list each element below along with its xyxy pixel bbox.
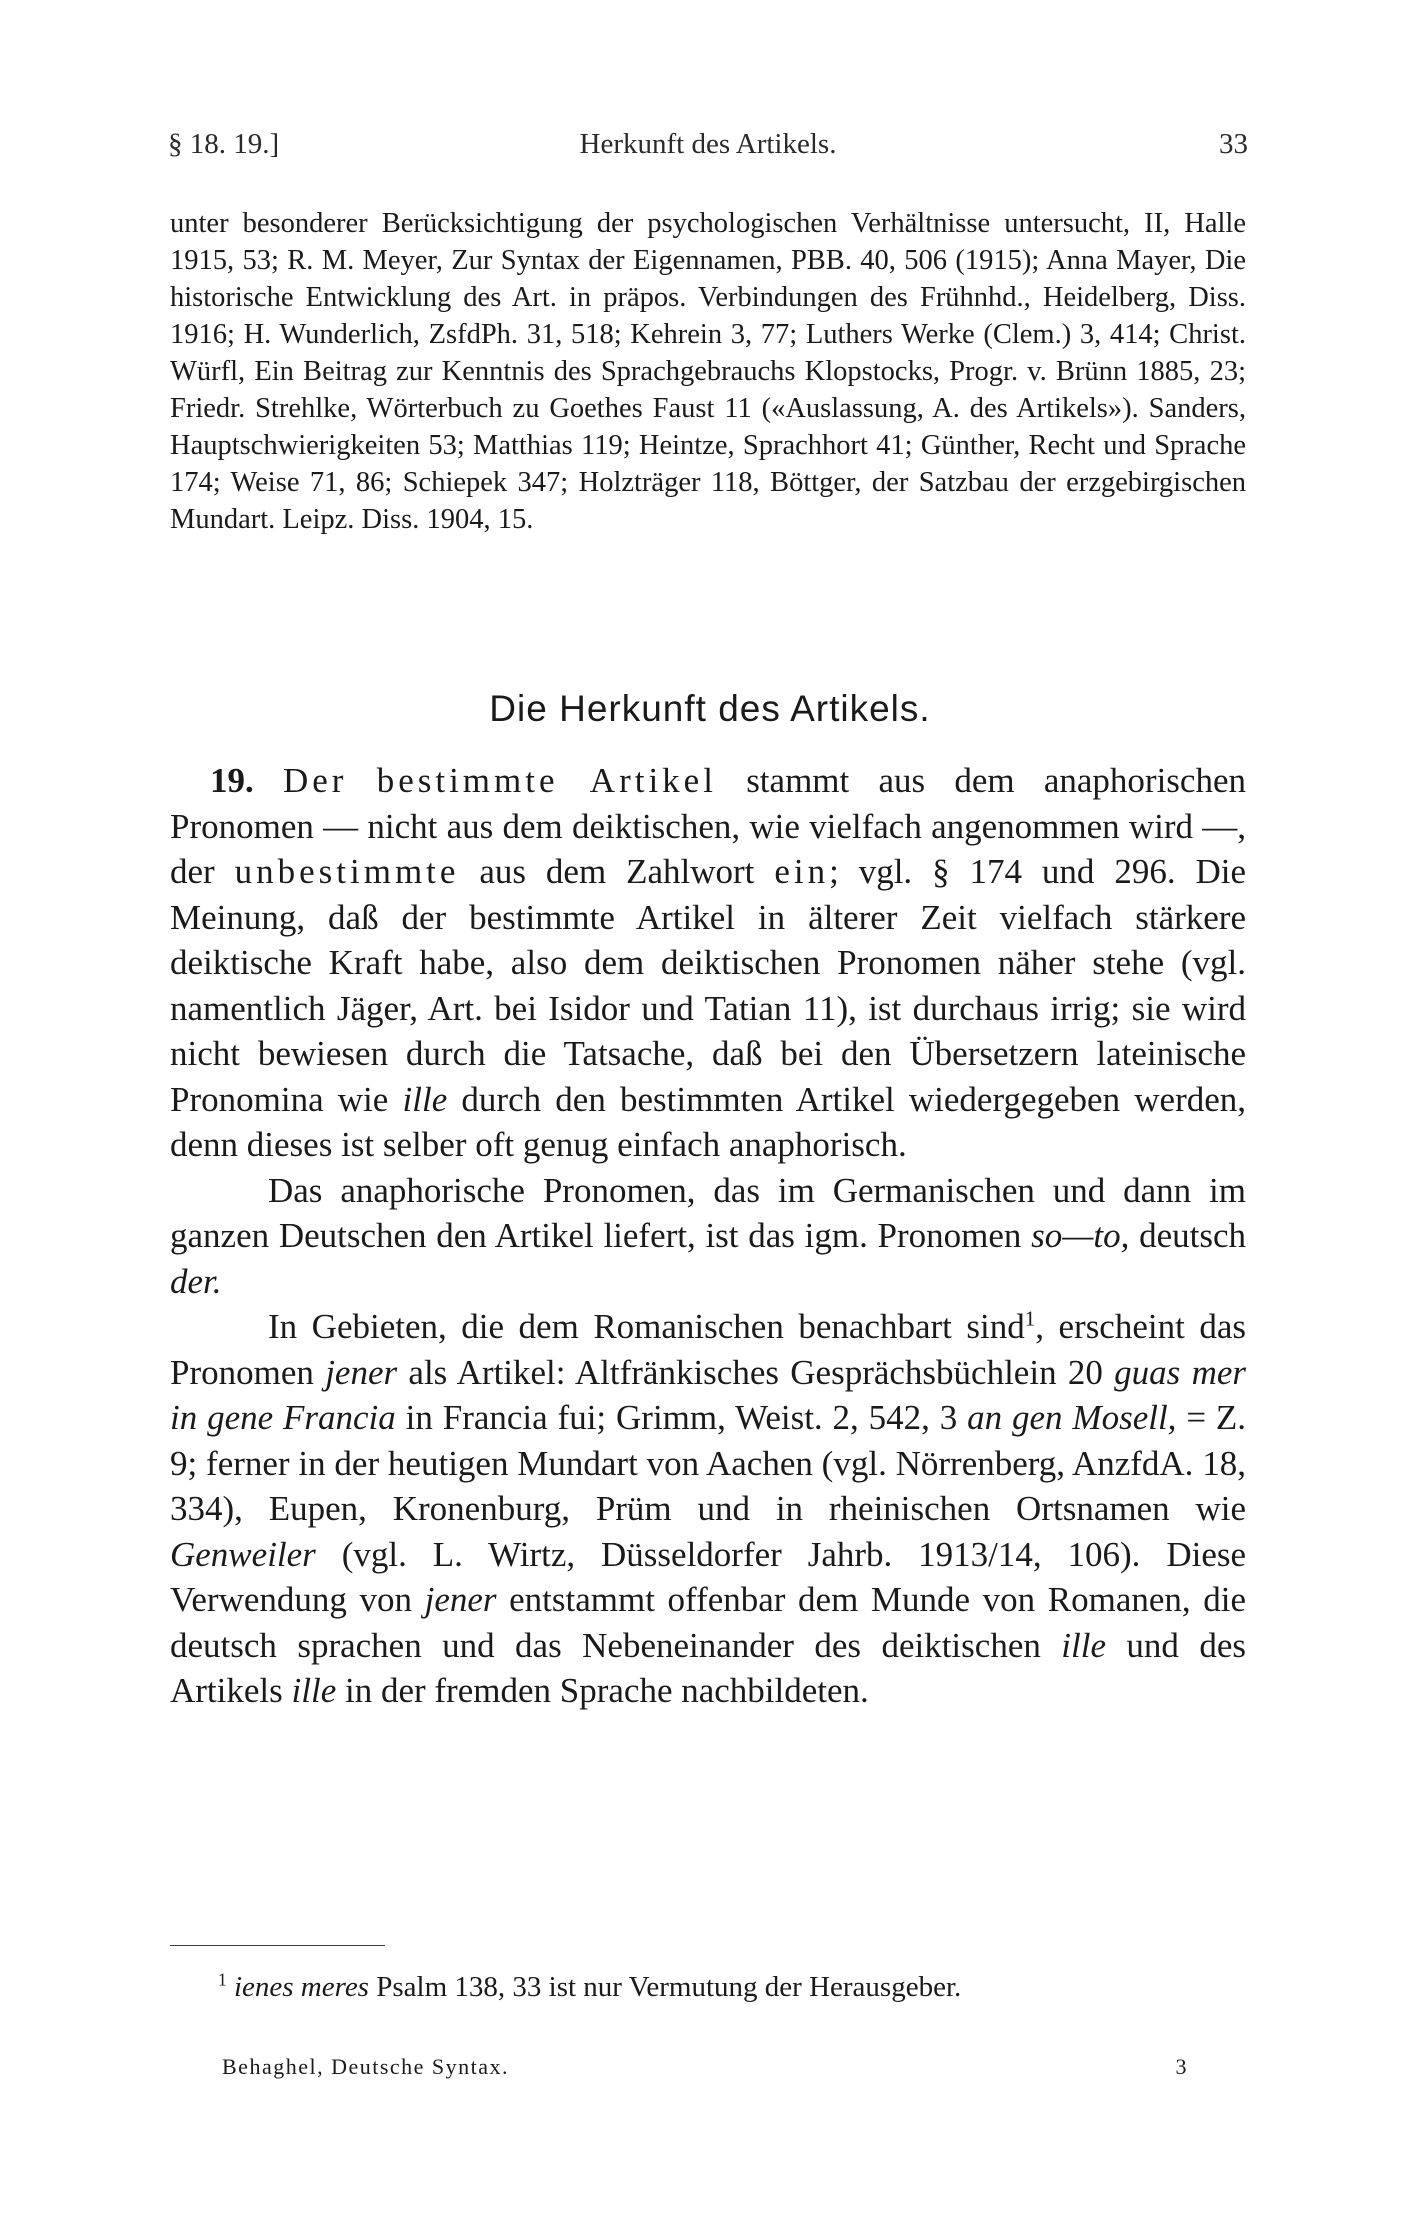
section-heading: Die Herkunft des Artikels.	[489, 688, 931, 729]
emphasis-spaced: bestimmte Artikel	[376, 761, 717, 800]
bibliography-text: unter besonderer Berücksichtigung der psychologischen Verhältnisse untersucht, II, Halle 1915, 53; R. M. Meyer, Zur Syntax der Eigennamen, PBB. 40, 506 (1915); Anna Mayer, Die historische Entwicklung des Art. in präpos. Verbindungen des Frühnhd., Heidelberg, Diss. 1916; H. Wunderlich, ZsfdPh. 31, 518; Kehrein 3, 77; Luthers Werke (Clem.) 3, 414; Christ. Würfl, Ein Beitrag zur Kenntnis des Sprachgebrauchs Klopstocks, Progr. v. Brünn 1885, 23; Friedr. Strehlke, Wörterbuch zu Goethes Faust 11 («Auslassung, A. des Artikels»). Sanders, Hauptschwierigkeiten 53; Matthias 119; Heintze, Sprachhort 41; Günther, Recht und Sprache 174; Weise 71, 86; Schiepek 347; Holzträger 118, Böttger, der Satzbau der erzgebirgischen Mundart. Leipz. Diss. 1904, 15.	[170, 208, 1246, 535]
italic-term: ille	[402, 1079, 448, 1119]
footnote-text: $^1$ ienes meres Psalm 138, 33 ist nur Vermutung der Herausgeber.	[218, 1969, 962, 2003]
italic-term: Genweiler	[170, 1534, 316, 1574]
signature-mark: 3	[1175, 2054, 1188, 2079]
bibliography-block	[170, 205, 1246, 538]
signature-title: Behaghel, Deutsche Syntax.	[222, 2054, 510, 2079]
italic-term: guas mer in gene Francia	[170, 1352, 1247, 1437]
italic-term: ienes meres	[233, 1971, 369, 2003]
italic-term: so—to,	[1031, 1216, 1130, 1255]
running-head	[168, 128, 1248, 168]
main-text	[170, 758, 1246, 1714]
paragraph-romance: In Gebieten, die dem Romanischen benachbart sind$^1$, erscheint das Pronomen jener als Artikel: Altfränkisches Gesprächsbüchlein 20 guas mer in gene Francia in Francia fui; Grimm, Weist. 2, 542, 3 an gen Mosell, = Z. 9; ferner in der heutigen Mundart von Aachen (vgl. Nörrenberg, AnzfdA. 18, 334), Eupen, Kronenburg, Prüm und in rheinischen Ortsnamen wie Genweiler (vgl. L. Wirtz, Düsseldorfer Jahrb. 1913/14, 106). Diese Verwendung von jener entstammt offenbar dem Munde von Romanen, die deutsch sprachen und das Nebeneinander des deiktischen ille und des Artikels ille in der fremden Sprache nachbildeten.	[170, 1306, 1247, 1710]
emphasis-spaced: ein	[774, 852, 830, 891]
emphasis-spaced: unbestimmte	[234, 852, 460, 891]
footnote	[170, 1968, 1246, 2006]
footnote-mark: 1	[218, 1969, 227, 1990]
page-number: 33	[1219, 128, 1248, 160]
section-reference: § 18. 19.]	[168, 128, 280, 160]
italic-term: ille	[1061, 1625, 1106, 1665]
footnote-marker: 1	[1024, 1306, 1036, 1331]
paragraph-number: 19.	[210, 761, 254, 800]
running-title: Herkunft des Artikels.	[579, 128, 837, 160]
italic-term: an gen Mosell,	[967, 1398, 1177, 1437]
paragraph-19: 19. Der bestimmte Artikel stammt aus dem anaphorischen Pronomen — nicht aus dem deiktischen, wie vielfach angenommen wird —, der unbestimmte aus dem Zahlwort ein; vgl. § 174 und 296. Die Meinung, daß der bestimmte Artikel in älterer Zeit vielfach stärkere deiktische Kraft habe, also dem deiktischen Pronomen näher stehe (vgl. namentlich Jäger, Art. bei Isidor und Tatian 11), ist durchaus irrig; sie wird nicht bewiesen durch die Tatsache, daß bei den Übersetzern lateinische Pronomina wie ille durch den bestimmten Artikel wiedergegeben werden, denn dieses ist selber oft genug einfach anaphorisch.	[170, 761, 1247, 1164]
italic-term: jener	[325, 1352, 398, 1392]
footnote-rule	[170, 1945, 385, 1946]
italic-term: jener	[424, 1580, 497, 1619]
paragraph-anaphoric: Das anaphorische Pronomen, das im Germanischen und dann im ganzen Deutschen den Artikel liefert, ist das igm. Pronomen so—to, deutsch der.	[170, 1170, 1246, 1301]
italic-term: der.	[170, 1261, 222, 1301]
italic-term: ille	[291, 1671, 337, 1710]
